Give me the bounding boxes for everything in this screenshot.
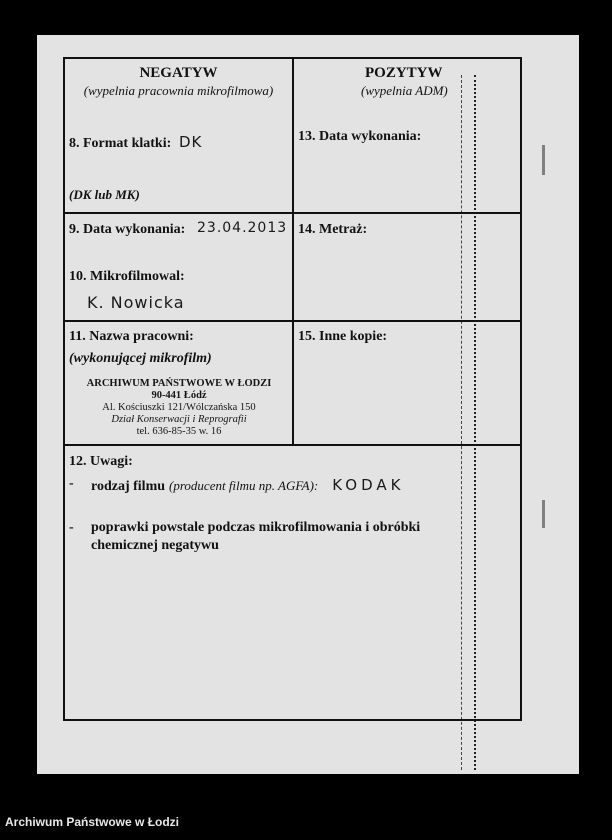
length-label: 14. Metraż: (298, 222, 368, 237)
film-type-row (91, 476, 404, 495)
stamp-line: Dział Konserwacji i Reprografii (111, 414, 247, 425)
film-type-hint: (producent filmu np. AGFA): (169, 478, 319, 493)
stamp-line: tel. 636-85-35 w. 16 (136, 426, 222, 437)
column-divider (292, 59, 294, 444)
positive-title: POZYTYW (365, 65, 443, 81)
positive-subtitle: (wypelnia ADM) (361, 83, 448, 98)
filmed-by-value: K. Nowicka (87, 293, 185, 312)
remarks-label: 12. Uwagi: (69, 454, 133, 469)
stamp-line: ARCHIWUM PAŃSTWOWE W ŁODZI (86, 378, 272, 389)
microfilm-record-form (63, 57, 522, 721)
neg-date-value: 23.04.2013 (197, 220, 288, 236)
corrections-line1: poprawki powstale podczas mikrofilmowania i obróbki (91, 520, 421, 535)
negative-subtitle: (wypelnia pracownia mikrofilmowa) (83, 83, 274, 98)
other-copies-label: 15. Inne kopie: (298, 329, 388, 344)
lab-name-hint: (wykonującej mikrofilm) (69, 351, 212, 366)
archive-caption: Archiwum Państwowe w Łodzi (5, 815, 180, 829)
format-hint: (DK lub MK) (69, 187, 140, 202)
format-value: DK (179, 133, 203, 151)
film-type-label: rodzaj filmu (91, 479, 166, 494)
row-divider (65, 212, 520, 214)
bullet: - (69, 520, 74, 535)
bullet: - (69, 476, 74, 491)
corrections-line2: chemicznej negatywu (91, 538, 219, 553)
scan-artifact-mark (542, 500, 545, 528)
lab-name-label: 11. Nazwa pracowni: (69, 329, 194, 344)
format-label: 8. Format klatki: (69, 136, 172, 151)
film-type-value: KODAK (332, 476, 405, 494)
neg-date-label: 9. Data wykonania: (69, 222, 186, 237)
pos-date-label: 13. Data wykonania: (298, 129, 422, 144)
stamp-line: Al. Kościuszki 121/Wólczańska 150 (102, 402, 256, 413)
stamp-line: 90-441 Łódź (151, 390, 207, 401)
negative-title: NEGATYW (139, 65, 218, 81)
row-divider (65, 444, 520, 446)
scan-artifact-mark (542, 145, 545, 175)
filmed-by-label: 10. Mikrofilmowal: (69, 269, 185, 284)
row-divider (65, 320, 520, 322)
